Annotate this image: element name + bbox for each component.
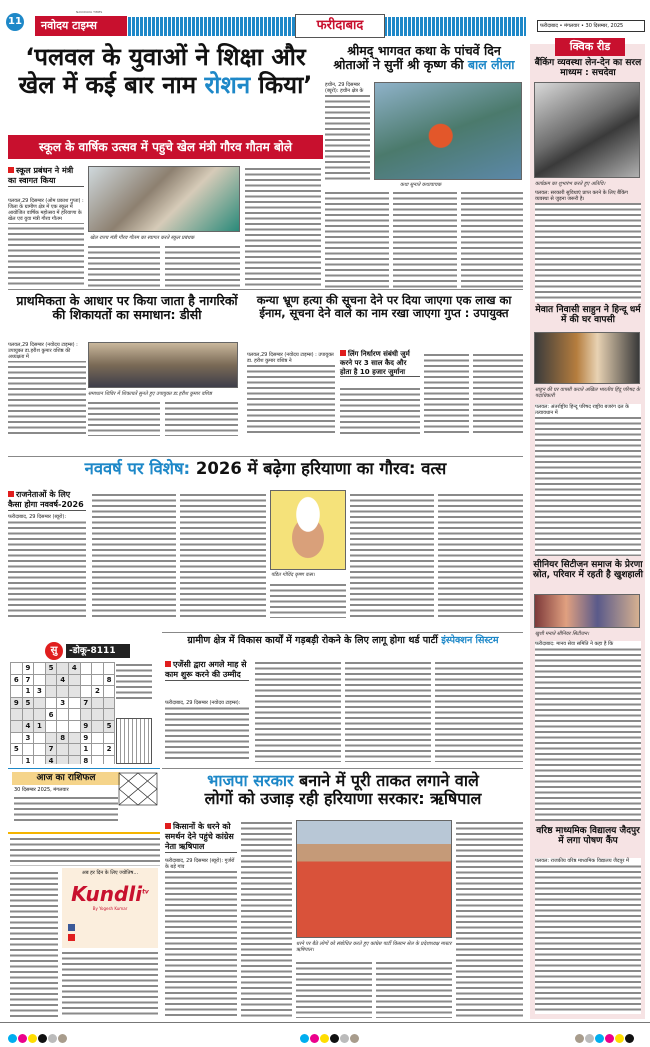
divider bbox=[8, 456, 523, 457]
rashifal-signs-col1 bbox=[10, 870, 58, 1020]
sudoku-cell bbox=[45, 697, 57, 709]
page-bottom-rule bbox=[0, 1022, 650, 1023]
rural-body-col4 bbox=[435, 660, 523, 762]
sudoku-cell bbox=[80, 663, 92, 675]
sudoku-cell bbox=[92, 744, 104, 756]
bhagwat-headline: श्रीमद् भागवत कथा के पांचवें दिन श्रोताओं ने सुनीं श्री कृष्ण की बाल लीला bbox=[333, 43, 515, 73]
sudoku-cell bbox=[57, 755, 69, 764]
sudoku-cell: 8 bbox=[103, 674, 115, 686]
quick-photo-2 bbox=[534, 332, 640, 384]
dateline: फरीदाबाद • मंगलवार • 30 दिसम्बर, 2025 bbox=[537, 20, 645, 32]
lead-headline-line2: खेल में कई बार नाम रोशन किया’ bbox=[18, 70, 313, 99]
bhagwat-body-col3 bbox=[393, 190, 457, 288]
sudoku-cell bbox=[45, 674, 57, 686]
newyear-photo bbox=[270, 490, 346, 570]
sudoku-cell bbox=[11, 663, 23, 675]
divider bbox=[162, 632, 523, 633]
quick-caption-3: खुशी मनाते सीनियर सिटीजन। bbox=[535, 631, 590, 637]
sudoku-cell bbox=[68, 732, 80, 744]
dc-headline: प्राथमिकता के आधार पर किया जाता है नागरिकों की शिकायतों का समाधान: डीसी bbox=[16, 293, 238, 323]
sudoku-instructions bbox=[116, 662, 152, 702]
sudoku-cell bbox=[34, 755, 46, 764]
sudoku-cell bbox=[34, 674, 46, 686]
sudoku-cell bbox=[22, 709, 34, 721]
quick-headline-1: बैंकिंग व्यवस्था लेन-देन का सरल माध्यम : सचदेवा bbox=[534, 58, 642, 79]
bjp-body-col1: फरीदाबाद, 29 दिसम्बर (ब्यूरो): गुर्जरों के बड़े गांव bbox=[165, 858, 237, 1018]
sudoku-cell: 8 bbox=[57, 732, 69, 744]
ad-tagline: अब हर दिन के लिए ज्योतिष... bbox=[81, 870, 139, 876]
sudoku-cell bbox=[80, 709, 92, 721]
newyear-body-col4 bbox=[270, 582, 346, 618]
rashifal-date: 30 दिसम्बर 2025, मंगलवार bbox=[14, 787, 69, 793]
divider bbox=[8, 832, 160, 834]
sudoku-cell: 3 bbox=[57, 697, 69, 709]
sudoku-cell bbox=[45, 720, 57, 732]
foeticide-body-col1: पलवल,29 दिसम्बर (नवोदय टाइम्स) : उपायुक्त डा. हरीश कुमार वशिष्ठ ने bbox=[247, 352, 335, 436]
sudoku-cell: 5 bbox=[11, 744, 23, 756]
divider bbox=[8, 768, 160, 769]
newyear-subhead: राजनेताओं के लिए कैसा होगा नववर्ष-2026 bbox=[8, 490, 86, 511]
sudoku-cell bbox=[92, 674, 104, 686]
quick-body-3: फरीदाबाद: मानव सेवा समिति ने कहा है कि bbox=[535, 641, 641, 821]
sudoku-cell: 1 bbox=[22, 686, 34, 698]
bjp-subhead: किसानों के धरने को समर्थन देने पहुंचे कांग्रेस नेता ऋषिपाल bbox=[165, 822, 237, 853]
sudoku-cell: 9 bbox=[22, 663, 34, 675]
sudoku-cell: 4 bbox=[22, 720, 34, 732]
sudoku-cell bbox=[92, 720, 104, 732]
bjp-body-col5 bbox=[456, 820, 523, 1018]
sudoku-cell bbox=[92, 732, 104, 744]
sudoku-cell: 9 bbox=[80, 720, 92, 732]
sudoku-cell bbox=[34, 709, 46, 721]
sudoku-cell bbox=[45, 686, 57, 698]
sudoku-cell bbox=[68, 686, 80, 698]
sudoku-title: -डोकू-8111 bbox=[66, 644, 130, 658]
lead-subhead: स्कूल प्रबंधन ने मंत्री का स्वागत किया bbox=[8, 166, 84, 187]
registration-dots-right bbox=[575, 1028, 635, 1047]
bhagwat-body-col2 bbox=[325, 190, 389, 288]
quick-caption-2: साहुन की घर वापसी कराते अखिल भारतीय हिंदू परिषद के पदाधिकारी bbox=[535, 387, 640, 399]
quick-photo-3 bbox=[534, 594, 640, 628]
bhagwat-caption: कथा सुनाते कथावाचक bbox=[400, 182, 442, 188]
sudoku-cell bbox=[80, 674, 92, 686]
foeticide-body-col4 bbox=[473, 352, 523, 436]
sudoku-cell: 1 bbox=[80, 744, 92, 756]
rural-body-col3 bbox=[345, 660, 431, 762]
sudoku-cell bbox=[103, 697, 115, 709]
quick-headline-4: वरिष्ठ माध्यमिक विद्यालय जैदपुर में लगा पोषण कैंप bbox=[536, 826, 640, 847]
sudoku-grid bbox=[10, 662, 115, 764]
lead-banner: स्कूल के वार्षिक उत्सव में पहुचे खेल मंत्री गौरव गौतम बोले bbox=[8, 135, 323, 159]
sudoku-cell bbox=[34, 744, 46, 756]
rural-body-col2 bbox=[255, 660, 341, 762]
section-label: फरीदाबाद bbox=[295, 14, 385, 38]
quick-read-label: क्विक रीड bbox=[555, 38, 625, 56]
sudoku-cell bbox=[11, 755, 23, 764]
quick-caption-1: कार्यक्रम का शुभारंभ करते हुए अतिथि। bbox=[535, 181, 606, 187]
sudoku-cell bbox=[68, 755, 80, 764]
sudoku-cell: 3 bbox=[22, 732, 34, 744]
newyear-caption: पंडित गोविंद कृष्ण वत्स। bbox=[271, 572, 315, 578]
sudoku-cell: 4 bbox=[57, 674, 69, 686]
sudoku-cell bbox=[68, 744, 80, 756]
quick-body-1: पलवल: सरकारी सुविधाएं प्राप्त करने के लिए बैंकिंग व्यवस्था से जुड़ना जरूरी है। bbox=[535, 190, 641, 302]
sudoku-cell: 5 bbox=[103, 720, 115, 732]
bjp-body-col3 bbox=[296, 960, 372, 1018]
newyear-body-col1: फरीदाबाद, 29 दिसम्बर (ब्यूरो): bbox=[8, 514, 86, 618]
sudoku-cell bbox=[103, 663, 115, 675]
lead-body-col2 bbox=[88, 244, 160, 288]
sudoku-cell bbox=[57, 663, 69, 675]
kundli-chart-icon bbox=[118, 772, 158, 806]
sudoku-cell bbox=[92, 663, 104, 675]
bhagwat-body-col4 bbox=[461, 190, 523, 288]
sudoku-cell: 7 bbox=[22, 674, 34, 686]
dc-caption: समाधान शिविर में शिकायतें सुनते हुए उपायुक्त डा.हरीश कुमार वशिष्ठ bbox=[88, 391, 212, 397]
sudoku-cell bbox=[11, 709, 23, 721]
sudoku-cell bbox=[68, 674, 80, 686]
bhagwat-body-col1: हथीन, 29 दिसम्बर (ब्यूरो): हथीन क्षेत्र के bbox=[325, 82, 370, 182]
bjp-headline: भाजपा सरकार बनाने में पूरी ताकत लगाने वाले लोगों को उजाड़ रही हरियाणा सरकार: ऋषिपाल bbox=[204, 771, 482, 809]
lead-headline-line1: ‘पलवल के युवाओं ने शिक्षा और bbox=[25, 43, 306, 71]
dc-body-col2 bbox=[88, 400, 160, 436]
sudoku-cell bbox=[103, 686, 115, 698]
bjp-body-col2 bbox=[241, 820, 292, 1018]
sudoku-cell: 1 bbox=[22, 755, 34, 764]
sudoku-cell bbox=[68, 697, 80, 709]
registration-dots-center bbox=[300, 1028, 360, 1047]
foeticide-subhead: लिंग निर्धारण संबंधी जुर्म करने पर 3 साल कैद और होता है 10 हजार जुर्माना bbox=[340, 350, 420, 377]
lead-headline bbox=[8, 44, 323, 99]
sudoku-cell: 5 bbox=[22, 697, 34, 709]
rural-body-col1: फरीदाबाद, 29 दिसम्बर (नवोदय टाइम्स): bbox=[165, 700, 249, 762]
quick-photo-1 bbox=[534, 82, 640, 178]
sudoku-cell: 6 bbox=[45, 709, 57, 721]
ad-brand: Kundli$^{tv}$ bbox=[71, 882, 149, 906]
divider bbox=[162, 768, 523, 769]
sudoku-cell: 7 bbox=[80, 697, 92, 709]
sudoku-cell bbox=[57, 744, 69, 756]
dc-body-col3 bbox=[165, 400, 238, 436]
sudoku-solution-grid bbox=[116, 718, 152, 764]
sudoku-cell bbox=[57, 720, 69, 732]
sudoku-cell: 9 bbox=[11, 697, 23, 709]
sudoku-cell bbox=[92, 697, 104, 709]
lead-body-col1: पलवल,29 दिसम्बर (ओम प्रकाश गुप्ता) : जिला के ग्रामीण क्षेत्र में एक स्कूल में आयोजित वार्षिक महोत्सव में हरियाणा के खेल एवं युवा मंत्री गौरव गौतम bbox=[8, 198, 84, 288]
quick-body-4: पलवल: राजकीय वरिष्ठ माध्यमिक विद्यालय जैदपुर में bbox=[535, 858, 641, 1014]
sudoku-cell bbox=[92, 709, 104, 721]
rashifal-text-top bbox=[10, 836, 160, 866]
sudoku-cell: 5 bbox=[45, 663, 57, 675]
sudoku-cell bbox=[57, 686, 69, 698]
sudoku-cell: 2 bbox=[103, 744, 115, 756]
sudoku-cell: 7 bbox=[45, 744, 57, 756]
foeticide-body-col2 bbox=[340, 386, 420, 436]
sudoku-cell bbox=[34, 663, 46, 675]
sudoku-cell bbox=[80, 686, 92, 698]
sudoku-cell: 8 bbox=[80, 755, 92, 764]
newyear-body-col3 bbox=[180, 492, 266, 618]
sudoku-cell bbox=[57, 709, 69, 721]
sudoku-cell bbox=[34, 697, 46, 709]
sudoku-cell bbox=[11, 686, 23, 698]
newspaper-logo: नवोदय टाइम्स bbox=[35, 16, 127, 36]
bjp-caption: धरने पर बैठे लोगों को संबोधित करते हुए कांग्रेस पार्टी किसान सेल के प्रदेशाध्यक्ष मास्टर ऋषिपाल। bbox=[296, 941, 452, 953]
newyear-body-col2 bbox=[92, 492, 176, 618]
dc-photo bbox=[88, 342, 238, 388]
newyear-headline: नववर्ष पर विशेष: 2026 में बढ़ेगा हरियाणा का गौरव: वत्स bbox=[84, 459, 447, 478]
sudoku-cell bbox=[68, 720, 80, 732]
facebook-icon bbox=[68, 924, 75, 931]
registration-dots-left bbox=[8, 1028, 68, 1047]
sudoku-cell: 2 bbox=[92, 686, 104, 698]
rashifal-panchang bbox=[14, 795, 118, 823]
lead-photo bbox=[88, 166, 240, 232]
rural-subhead: एजेंसी द्वारा अगले माह से काम शुरू करने की उम्मीद bbox=[165, 660, 249, 681]
sudoku-cell: 1 bbox=[34, 720, 46, 732]
sudoku-cell bbox=[103, 755, 115, 764]
page-number: 11 bbox=[6, 13, 24, 31]
logo-small: NAVODAYA TIMES bbox=[76, 10, 103, 14]
sudoku-cell bbox=[34, 732, 46, 744]
sudoku-cell: 4 bbox=[45, 755, 57, 764]
quick-headline-3: सीनियर सिटीजन समाज के प्रेरणा स्रोत, परिवार में रहती है खुशहाली bbox=[533, 560, 643, 581]
bjp-body-col4 bbox=[376, 960, 452, 1018]
rural-headline: ग्रामीण क्षेत्र में विकास कार्यों में गड़बड़ी रोकने के लिए लागू होगा थर्ड पार्टी इंस्पेक्शन सिस्टम bbox=[187, 635, 499, 646]
sudoku-cell bbox=[103, 732, 115, 744]
newyear-body-col5 bbox=[350, 492, 434, 618]
newyear-body-col6 bbox=[438, 492, 523, 618]
sudoku-cell bbox=[11, 720, 23, 732]
sudoku-cell bbox=[92, 755, 104, 764]
divider bbox=[8, 289, 523, 290]
foeticide-headline: कन्या भ्रूण हत्या की सूचना देने पर दिया जाएगा एक लाख का ईनाम, सूचना देने वाले का नाम रखा जाएगा गुप्त : उपायुक्त bbox=[256, 293, 512, 321]
kundli-tv-ad bbox=[62, 868, 158, 948]
sudoku-cell: 4 bbox=[68, 663, 80, 675]
ad-by: By Yogesh Kumar bbox=[92, 906, 128, 911]
sudoku-cell: 9 bbox=[80, 732, 92, 744]
sudoku-cell bbox=[22, 744, 34, 756]
sudoku-cell bbox=[45, 732, 57, 744]
sudoku-cell: 6 bbox=[11, 674, 23, 686]
sudoku-badge: सु bbox=[45, 642, 63, 660]
sudoku-cell bbox=[103, 709, 115, 721]
foeticide-body-col3 bbox=[424, 352, 469, 436]
lead-body-col3 bbox=[165, 244, 240, 288]
sudoku-cell bbox=[68, 709, 80, 721]
bhagwat-photo bbox=[374, 82, 522, 180]
dc-body-col1: पलवल,29 दिसम्बर (नवोदय टाइम्स) : उपायुक्त डा.हरीश कुमार वशिष्ठ की अध्यक्षता में bbox=[8, 342, 86, 436]
lead-caption: खेल राज्य मंत्री गौरव गौतम का स्वागत करते स्कूल प्रबंधक bbox=[90, 235, 195, 241]
rashifal-title: आज का राशिफल bbox=[12, 772, 120, 785]
lead-body-col4 bbox=[245, 166, 321, 288]
quick-body-2: पलवल: अंतर्राष्ट्रीय हिन्दू परिषद राष्ट्रीय बजरंग दल के तत्वावधान में bbox=[535, 404, 641, 556]
bjp-photo bbox=[296, 820, 452, 938]
quick-headline-2: मेवात निवासी साहुन ने हिन्दू धर्म में की घर वापसी bbox=[535, 305, 641, 326]
rashifal-signs-row bbox=[62, 950, 158, 1018]
sudoku-cell: 3 bbox=[34, 686, 46, 698]
sudoku-cell bbox=[11, 732, 23, 744]
youtube-icon bbox=[68, 934, 75, 941]
